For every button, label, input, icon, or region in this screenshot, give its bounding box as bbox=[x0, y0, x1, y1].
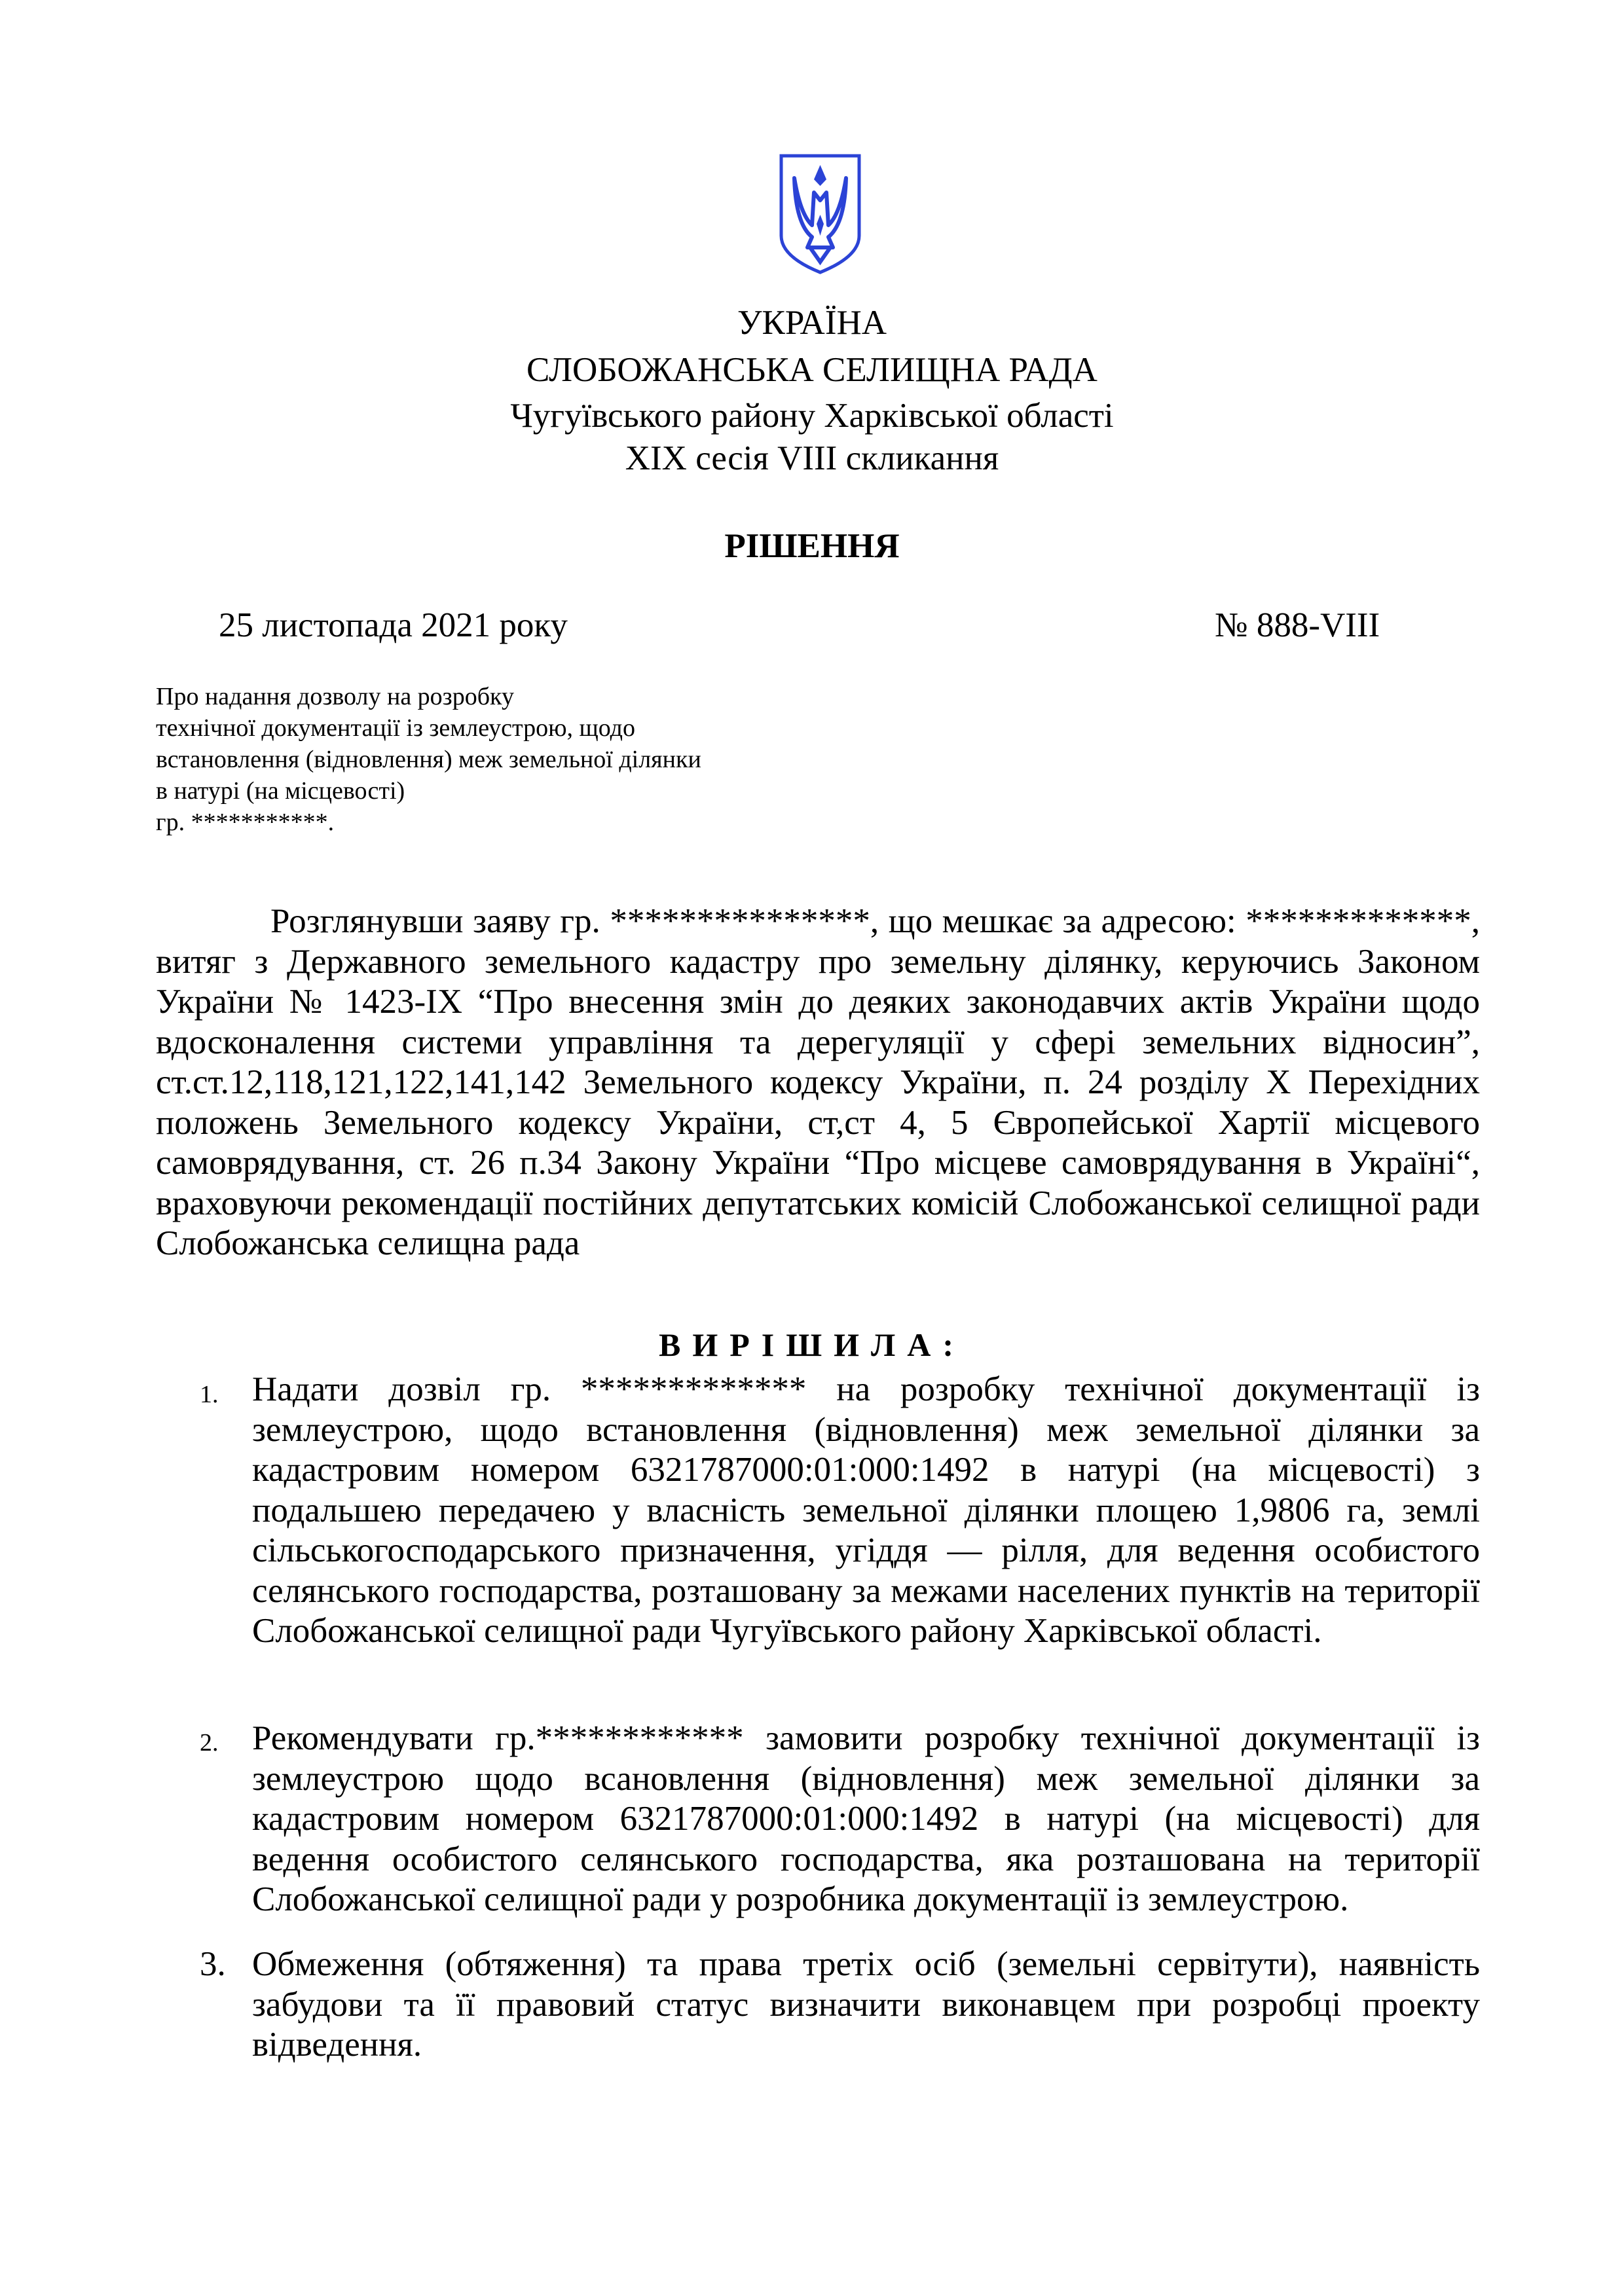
decision-date: 25 листопада 2021 року bbox=[219, 606, 568, 644]
subject-line: в натурі (на місцевості) bbox=[156, 777, 405, 805]
subject-line: Про надання дозволу на розробку bbox=[156, 683, 514, 710]
resolution-item: Рекомендувати гр.************ замовити розробку технічної документації із землеустрою щодо всановлення (відновлення) меж земельної ділянки за кадастровим номером 6321787000:01:000:1492 в натурі (на місцевості) для ведення особистого селянського господарства, яка розташована на території Слобожанської селищної ради у розробника документації із землеустрою. bbox=[252, 1719, 1480, 1918]
country-heading: УКРАЇНА bbox=[737, 304, 887, 342]
trident-emblem-icon bbox=[776, 152, 864, 276]
decision-number: № 888-VІІІ bbox=[1215, 606, 1380, 644]
preamble-paragraph: Розглянувши заяву гр. ***************, що мешкає за адресою: *************, витяг з Державного земельного кадастру про земельну ділянку, керуючись Законом України № 1423-ІХ “Про внесення змін до деяких законодавчих актів України щодо вдосконалення системи управління та дерегуляції у сфері земельних відносин”, ст.ст.12,118,121,122,141,142 Земельного кодексу України, п. 24 розділу X Перехідних положень Земельного кодексу України, ст,ст 4, 5 Європейської Хартії місцевого самоврядування, ст. 26 п.34 Закону України “Про місцеве самоврядування в Україні“, враховуючи рекомендації постійних депутатських комісій Слобожанської селищної ради Слобожанська селищна рада bbox=[156, 902, 1480, 1262]
session-heading: ХІХ сесія VІІІ скликання bbox=[625, 439, 999, 477]
subject-line: технічної документації із землеустрою, щодо bbox=[156, 714, 635, 742]
resolution-heading: ВИРІШИЛА: bbox=[658, 1326, 966, 1363]
district-heading: Чугуївського району Харківської області bbox=[510, 397, 1114, 435]
resolution-item: Надати дозвіл гр. ************* на розробку технічної документації із землеустрою, щодо встановлення (відновлення) меж земельної ділянки за кадастровим номером 6321787000:01:000:1492 в натурі (на місцевості) з подальшею передачею у власність земельної ділянки площею 1,9806 га, землі сільськогосподарського призначення, угіддя — рілля, для ведення особистого селянського господарства, розташовану за межами населених пунктів на території Слобожанської селищної ради Чугуївського району Харківської області. bbox=[252, 1370, 1480, 1650]
document-title: РІШЕННЯ bbox=[724, 527, 900, 565]
item-marker: 2. bbox=[200, 1729, 219, 1757]
decision-subject bbox=[156, 681, 876, 838]
item-marker: 1. bbox=[200, 1381, 219, 1408]
item-marker: 3. bbox=[200, 1945, 226, 1983]
resolution-item: Обмеження (обтяження) та права третіх осіб (земельні сервітути), наявність забудови та її правовий статус визначити виконавцем при розробці проекту відведення. bbox=[252, 1945, 1480, 2064]
subject-line: гр. ***********. bbox=[156, 809, 335, 836]
council-heading: СЛОБОЖАНСЬКА СЕЛИЩНА РАДА bbox=[526, 351, 1098, 389]
subject-line: встановлення (відновлення) меж земельної ділянки bbox=[156, 746, 701, 773]
